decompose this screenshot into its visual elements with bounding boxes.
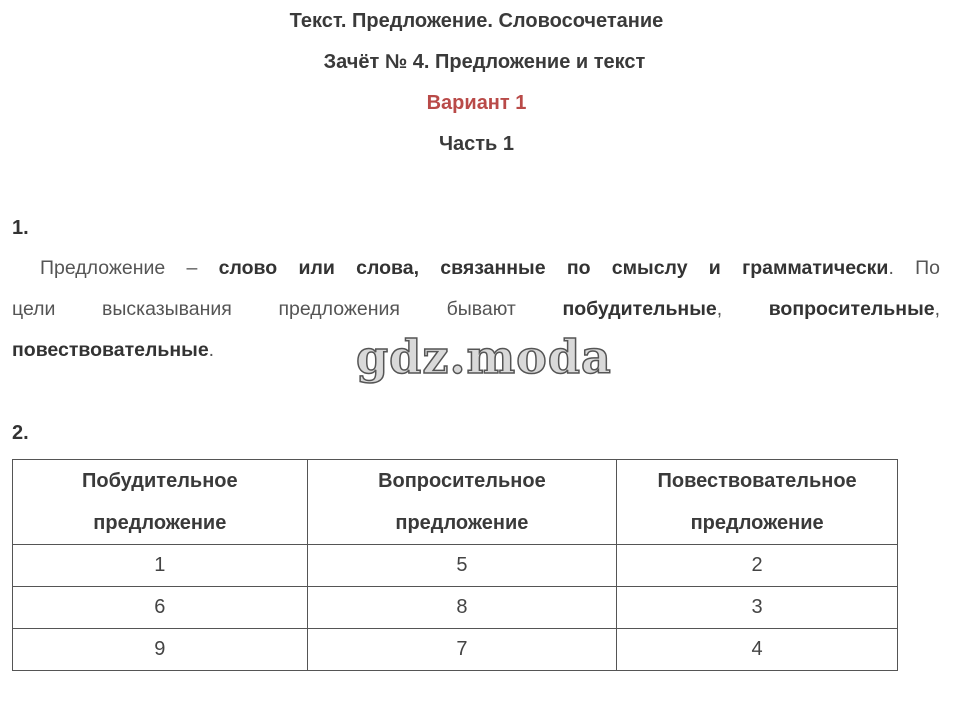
type-interrogative-bold: вопросительные bbox=[768, 298, 935, 320]
text-fragment: , bbox=[934, 298, 940, 320]
table-row bbox=[13, 629, 898, 671]
table-cell: 8 bbox=[307, 587, 617, 629]
definition-bold: слово или слова, связанные по смыслу и грамматически bbox=[218, 257, 889, 279]
variant-label: Вариант 1 bbox=[426, 92, 527, 114]
page-title: Текст. Предложение. Словосочетание bbox=[289, 10, 664, 32]
table-row bbox=[13, 587, 898, 629]
header-text: предложение bbox=[395, 512, 529, 534]
table-cell: 6 bbox=[13, 587, 308, 629]
watermark-logo: gdz.moda bbox=[356, 330, 612, 384]
text-fragment: . По bbox=[888, 257, 940, 279]
header-text: предложение bbox=[93, 512, 227, 534]
table-cell: 5 bbox=[307, 545, 617, 587]
text-fragment: цели высказывания предложения бывают bbox=[12, 298, 563, 320]
table-cell: 4 bbox=[617, 629, 898, 671]
answer-line-1 bbox=[12, 248, 940, 289]
type-narrative-bold: повествовательные bbox=[12, 339, 209, 361]
test-subtitle: Зачёт № 4. Предложение и текст bbox=[323, 51, 646, 73]
answer-line-2 bbox=[12, 289, 940, 330]
text-fragment: , bbox=[716, 298, 769, 320]
table-cell: 3 bbox=[617, 587, 898, 629]
header-incentive bbox=[13, 460, 308, 545]
table-cell: 1 bbox=[13, 545, 308, 587]
header-text: Повествовательное bbox=[657, 470, 857, 492]
table-row bbox=[13, 545, 898, 587]
task-2-number: 2. bbox=[12, 422, 29, 444]
sentence-types-table bbox=[12, 459, 898, 671]
table-cell: 9 bbox=[13, 629, 308, 671]
header-text: Вопросительное bbox=[378, 470, 546, 492]
table-cell: 2 bbox=[617, 545, 898, 587]
type-incentive-bold: побудительные bbox=[562, 298, 717, 320]
part-label: Часть 1 bbox=[438, 133, 515, 155]
table-header-row bbox=[13, 460, 898, 545]
header-narrative bbox=[617, 460, 898, 545]
task-1-number: 1. bbox=[12, 217, 29, 239]
table-cell: 7 bbox=[307, 629, 617, 671]
header-text: предложение bbox=[690, 512, 824, 534]
text-fragment: Предложение – bbox=[40, 257, 219, 279]
header-text: Побудительное bbox=[81, 470, 238, 492]
text-fragment: . bbox=[208, 339, 215, 361]
header-interrogative bbox=[307, 460, 617, 545]
